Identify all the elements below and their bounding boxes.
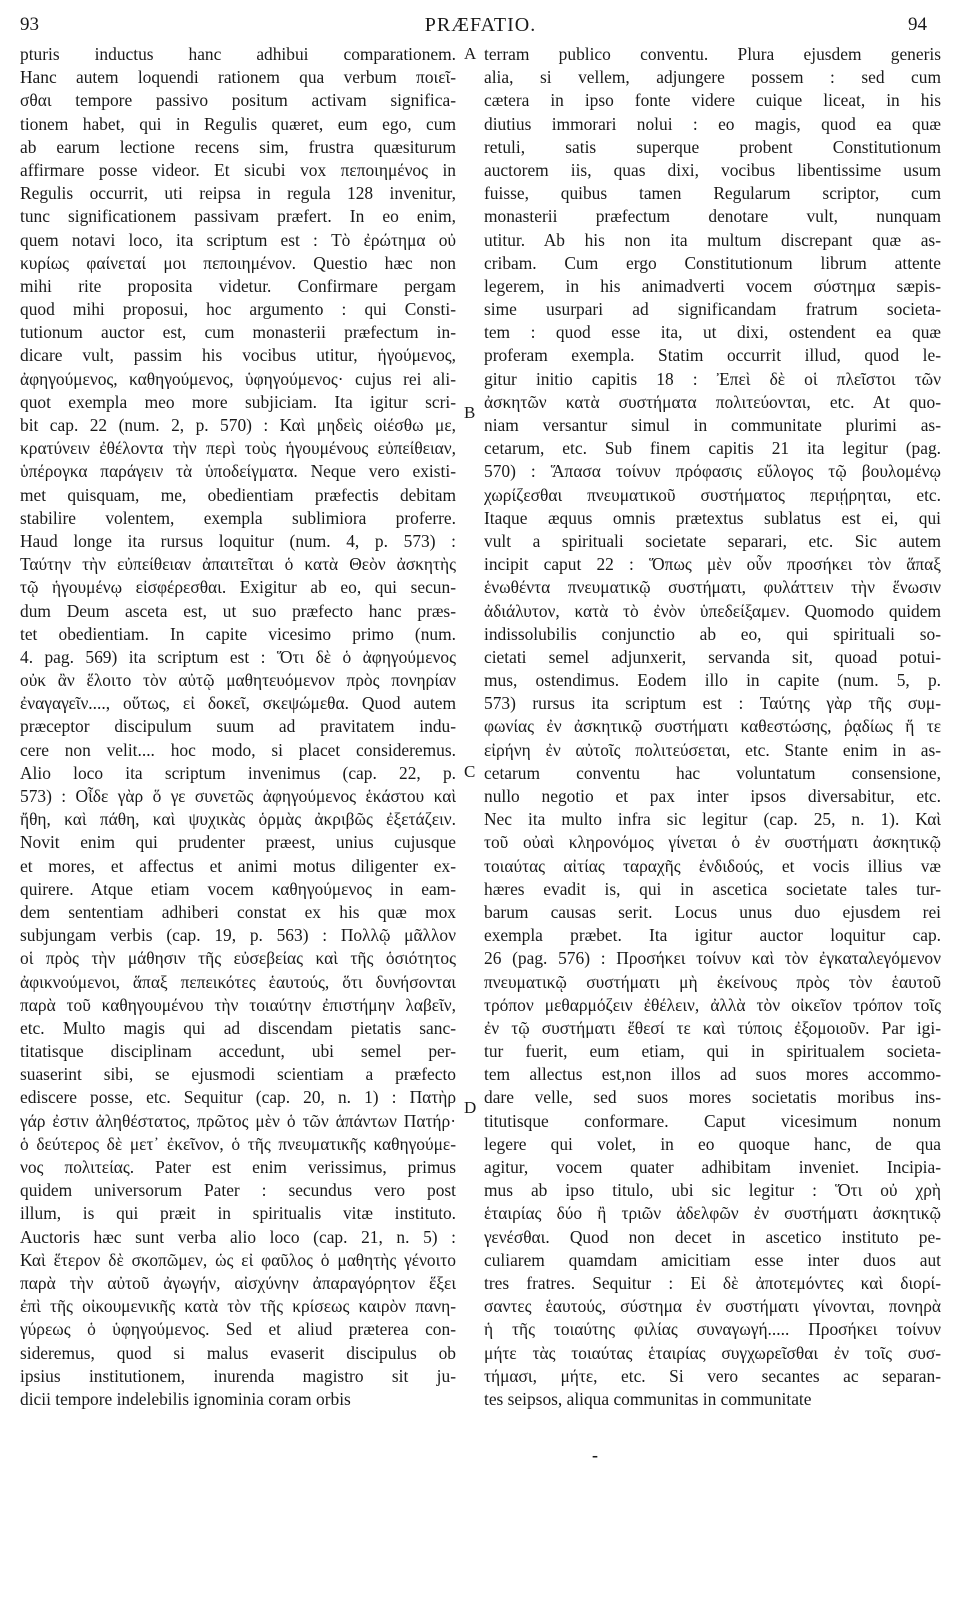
text-line: τρόπον μεθαρμόζειν ἐθέλειν, ἀλλὰ τὸν οἰκεῖον τρόπον τοῖς xyxy=(484,994,941,1015)
text-line: παρὰ τὴν αὐτοῦ ἀγωγήν, αἰσχύνην ἀπαραγόρητον ἕξει xyxy=(20,1272,456,1293)
text-line: gitur initio capitis 18 : Ἐπεὶ δὲ οἱ πλεῖστοι τῶν xyxy=(484,368,941,389)
text-line: mihi rite proposita videtur. Confirmare pergam xyxy=(20,275,456,296)
text-line: utitur. Ab his non ita multum discrepant quæ as- xyxy=(484,229,941,250)
text-line: cribam. Cum ergo Constitutionum librum attente xyxy=(484,252,941,273)
text-line: χωρίζεσθαι πνευματικοῦ συστήματος περιῄρηται, etc. xyxy=(484,484,941,505)
text-line: titutisque conformare. Caput vicesimum nonum xyxy=(484,1110,941,1131)
text-line: γάρ ἐστιν ἀληθέστατος, πρῶτος μὲν ὁ τῶν ἁπάντων Πατήρ· xyxy=(20,1110,456,1131)
text-line: tes seipsos, aliqua communitas in communitate xyxy=(484,1388,812,1409)
text-line: γενέσθαι. Quod non decet in ascetico instituto pe- xyxy=(484,1226,941,1247)
text-line: cetarum, etc. Sub finem capitis 21 ita legitur (pag. xyxy=(484,438,941,459)
text-line: cætera in ipso fonte videre cuique liceat, in his xyxy=(484,90,941,111)
text-line: tem allectus est,non illos ad suos mores accommo- xyxy=(484,1064,941,1085)
text-line: 26 (pag. 576) : Προσήκει τοίνυν καὶ τὸν ἐγκαταλεγόμενον xyxy=(484,948,941,969)
text-line: hæres evadit is, qui in ascetica societate tales tur- xyxy=(484,878,941,899)
text-line: cietati semel adjunxerit, servanda sit, quoad potui- xyxy=(484,646,941,667)
margin-marker-b: B xyxy=(464,403,476,422)
text-line: et mores, et affectus et animi motus diligenter ex- xyxy=(20,855,456,876)
text-line: ἐν τῷ συστήματι ἔθεσί τε καὶ τύποις ἐξομοιοῦν. Par igi- xyxy=(484,1017,941,1038)
text-line: pturis inductus hanc adhibui comparationem. xyxy=(20,44,456,64)
text-line: tur fuerit, eum etiam, qui in spiritualem societa- xyxy=(484,1041,941,1062)
text-line: γύρεως ὁ ὑφηγούμενος. Sed et aliud præterea con- xyxy=(20,1319,456,1340)
text-line: dum Deum asceta est, ut suo præfecto hanc præs- xyxy=(20,600,456,621)
page-number-left: 93 xyxy=(20,14,39,35)
text-line: met quisquam, me, obedientiam præfectis debitam xyxy=(20,484,456,505)
text-line: κυρίως φαίνεταί μοι πεποιημένον. Questio hæc non xyxy=(20,252,456,273)
text-line: auctorem iis, quas dixi, vocibus libentissime usum xyxy=(484,159,941,180)
text-line: dicii tempore indelebilis ignominia coram orbis xyxy=(20,1388,351,1409)
text-line: terram publico conventu. Plura ejusdem generis xyxy=(484,44,941,64)
right-text-column xyxy=(484,43,941,1411)
text-line: tutionum auctor est, cum monasterii præfectum in- xyxy=(20,322,456,343)
text-line: κρατύνειν ἐθέλοντα τὴν περὶ τοὺς ἡγουμένους εὐπείθειαν, xyxy=(20,438,456,459)
margin-marker-c: C xyxy=(464,762,476,781)
text-line: sideremus, quod si malus evaserit discipulus ob xyxy=(20,1342,456,1363)
text-line: 4. pag. 569) ita scriptum est : Ὅτι δὲ ὁ ἀφηγούμενος xyxy=(20,646,456,667)
text-line: subjungam verbis (cap. 19, p. 563) : Πολλῷ μᾶλλον xyxy=(20,925,456,946)
page-number-right: 94 xyxy=(908,14,927,35)
text-line: Ταύτην τὴν εὐπείθειαν ἀπαιτεῖται ὁ κατὰ Θεὸν ἀσκητὴς xyxy=(20,554,456,575)
text-line: quem notavi loco, ita scriptum est : Τὸ ἐρώτημα οὐ xyxy=(20,229,456,250)
text-line: ἀδιάλυτον, κατὰ τὸ ἐνὸν ὑπεδείξαμεν. Quomodo quidem xyxy=(484,600,941,621)
text-line: ab earum lectione recens sim, frustra quæsiturum xyxy=(20,136,456,157)
margin-marker-a: A xyxy=(464,44,477,63)
text-line: Καὶ ἕτερον δὲ σκοπῶμεν, ὡς εἰ φαῦλος ὁ μαθητὴς γένοιτο xyxy=(20,1249,456,1270)
page-title: PRÆFATIO. xyxy=(424,14,537,36)
margin-marker-d: D xyxy=(464,1098,477,1117)
text-line: Nec ita multo infra sic legitur (cap. 25, n. 1). Καὶ xyxy=(484,809,941,830)
text-line: tionem habet, qui in Regulis quæret, eum ego, cum xyxy=(20,113,456,134)
text-line: ἐπὶ τῆς οἰκουμενικῆς κατὰ τὸν τῆς κρίσεως καιρὸν πανη- xyxy=(20,1296,456,1317)
text-line: diutius immorari nolui : eo magis, quod ea quæ xyxy=(484,113,941,134)
text-line: suaserint sibi, se ejusmodi scientiam a præfecto xyxy=(20,1064,456,1085)
text-line: τῷ ἡγουμένῳ εἰσφέρεσθαι. Exigitur ab eo, qui secun- xyxy=(20,577,456,598)
text-line: etc. Multo magis qui ad discendam pietatis sanc- xyxy=(20,1017,456,1038)
text-line: cetarum conventu hac voluntatum consensione, xyxy=(484,762,941,783)
text-line: alia, si vellem, adjungere possem : sed cum xyxy=(484,67,941,88)
text-line: monasterii præfectum denotare vult, nunquam xyxy=(484,206,941,227)
text-line: Regulis occurrit, uti reipsa in regula 128 invenitur, xyxy=(20,183,456,204)
text-line: ἀσκητῶν κατὰ συστήματα πολιτεύονται, etc. At quo- xyxy=(484,391,941,412)
text-line: retuli, satis superque probent Constitutionum xyxy=(484,136,941,157)
text-line: bit cap. 22 (num. 2, p. 570) : Καὶ μηδεὶς οἰέσθω με, xyxy=(20,415,456,435)
text-line: sime usurpari ad significandam fratrum societa- xyxy=(484,299,941,320)
text-line: quirere. Atque etiam vocem καθηγούμενος in eam- xyxy=(20,878,456,899)
text-line: dare velle, sed suos mores societatis moribus ins- xyxy=(484,1087,941,1108)
text-line: ediscere posse, etc. Sequitur (cap. 20, n. 1) : Πατὴρ xyxy=(20,1087,456,1108)
text-line: præceptor discipulum suum ad pravitatem indu- xyxy=(20,716,456,737)
text-line: agitur, vocem quater adhibitam inveniet. Incipia- xyxy=(484,1157,941,1177)
left-text-column xyxy=(20,43,456,1411)
text-line: Haud longe ita rursus loquitur (num. 4, p. 573) : xyxy=(20,530,456,551)
text-line: ὑπέρογκα παράγειν τὰ ὑποδείγματα. Neque vero existi- xyxy=(20,461,456,482)
text-line: ἀφικνούμενοι, ἅπαξ πεπεικότες ἑαυτούς, ὅτι δυνήσονται xyxy=(20,971,456,992)
text-line: τοιαύτας αἰτίας ταραχῆς ἐνδιδούς, et vocis illius væ xyxy=(484,855,941,876)
footer-mark: - xyxy=(592,1445,598,1465)
text-line: proferam exempla. Statim occurrit illud, quod le- xyxy=(484,345,941,366)
text-line: Novit enim qui prudenter præest, unius cujusque xyxy=(20,832,456,853)
text-line: tet obedientiam. In capite vicesimo primo (num. xyxy=(20,623,456,644)
text-line: nullo negotio et pax inter ipsos diversabitur, etc. xyxy=(484,786,941,806)
text-line: ὁ δεύτερος δὲ μετ᾽ ἐκεῖνον, ὁ τῆς πνευματικῆς καθηγούμε- xyxy=(20,1133,456,1154)
text-line: σαντες ἑαυτούς, σύστημα ἐν συστήματι γίνονται, πονηρὰ xyxy=(484,1296,941,1317)
text-line: Auctoris hæc sunt verba alio loco (cap. 21, n. 5) : xyxy=(20,1226,456,1247)
text-line: φωνίας ἐν ἀσκητικῷ συστήματι καθεστώσης, ῥᾳδίως ἥ τε xyxy=(484,716,941,737)
text-line: παρὰ τοῦ καθηγουμένου τὴν τοιαύτην ἐπιστήμην λαβεῖν, xyxy=(20,994,456,1015)
text-line: affirmare posse videor. Et sicubi vox πεποιημένος in xyxy=(20,159,456,180)
text-line: ἤθη, καὶ πάθη, καὶ ψυχικὰς ὁρμὰς ἀκριβῶς ἐξετάζειν. xyxy=(20,809,456,830)
text-line: indissolubilis conjunctio ab eo, qui spirituali so- xyxy=(484,623,941,644)
text-line: τοῦ οὐαὶ κληρονόμος γίνεται ὁ ἐν συστήματι ἀσκητικῷ xyxy=(484,832,941,853)
text-line: titatisque disciplinam accedunt, ubi semel per- xyxy=(20,1041,456,1062)
text-line: dicare vult, passim his vocibus utitur, ἡγούμενος, xyxy=(20,345,456,366)
text-line: Hanc autem loquendi rationem qua verbum ποιεῖ- xyxy=(20,67,456,88)
text-line: μήτε τὰς τοιαύτας ἑταιρίας συγχωρεῖσθαι ἐν τοῖς συσ- xyxy=(484,1342,941,1363)
page-header xyxy=(0,0,961,40)
text-line: πνευματικῷ συστήματι μὴ ἐκείνους πρὸς τὸν ἑαυτοῦ xyxy=(484,971,941,992)
text-line: ἑνωθέντα πνευματικῷ συστήματι, φυλάττειν τὴν ἕνωσιν xyxy=(484,577,941,598)
text-line: 573) rursus ita scriptum est : Ταύτης γὰρ τῆς συμ- xyxy=(484,693,941,714)
text-line: mus ab ipso titulo, ubi sic legitur : Ὅτι οὐ χρὴ xyxy=(484,1180,941,1201)
text-line: tunc significationem passivam præfert. In eo enim, xyxy=(20,206,456,227)
text-line: incipit caput 22 : Ὅπως μὲν οὖν προσήκει τὸν ἅπαξ xyxy=(484,554,941,575)
text-line: mus, ostendimus. Eodem illo in capite (num. 5, p. xyxy=(484,670,941,691)
text-line: Itaque æquus omnis prætextus sublatus est ei, qui xyxy=(484,507,941,528)
text-line: 573) : Οἶδε γὰρ ὅ γε συνετῶς ἀφηγούμενος ἑκάστου καὶ xyxy=(20,786,456,806)
text-line: illum, is qui præit in spiritualis vitæ instituto. xyxy=(20,1203,456,1224)
text-line: quidem universorum Pater : secundus vero post xyxy=(20,1180,456,1201)
text-line: quod mihi proposui, hoc argumento : qui Consti- xyxy=(20,299,456,320)
text-line: ἡ τῆς τοιαύτης φιλίας συναγωγή..... Προσήκει τοίνυν xyxy=(484,1319,941,1340)
text-line: τήμασι, μήτε, etc. Si vero secantes ac separan- xyxy=(484,1365,941,1386)
text-line: barum causas serit. Locus unus duo ejusdem rei xyxy=(484,901,941,922)
text-line: tres fratres. Sequitur : Εἰ δὲ ἀποτεμόντες καὶ διορί- xyxy=(484,1272,941,1293)
text-line: niam versantur simul in communitate plurimi as- xyxy=(484,415,941,435)
text-line: εἰρήνη ἐν αὐτοῖς πολιτεύσεται, etc. Stante enim in as- xyxy=(484,739,941,760)
text-line: 570) : Ἅπασα τοίνυν πρόφασις εὔλογος τῷ βουλομένῳ xyxy=(484,461,941,482)
text-line: οἱ πρὸς τὴν μάθησιν τῆς εὐσεβείας καὶ τῆς ὁσιότητος xyxy=(20,948,456,969)
text-line: ipsius institutionem, inurenda magistro sit ju- xyxy=(20,1365,456,1386)
text-line: exempla præbet. Ita igitur auctor loquitur cap. xyxy=(484,925,941,946)
text-line: σθαι tempore passivo positum activam significa- xyxy=(20,90,456,111)
text-line: legerem, in his animadverti vocem σύστημα sæpis- xyxy=(484,275,941,296)
text-line: legere qui volet, in eo quoque hanc, de qua xyxy=(484,1133,941,1154)
text-line: ἐναγαγεῖν...., οὕτως, εἰ δοκεῖ, σκεψώμεθα. Quod autem xyxy=(20,693,456,714)
text-line: ἑταιρίας δύο ἢ τριῶν ἀδελφῶν ἐν συστήματι ἀσκητικῷ xyxy=(484,1203,941,1224)
text-line: vult a spirituali societate separari, etc. Sic autem xyxy=(484,530,941,551)
text-line: culiarem quamdam amicitiam esse inter duos aut xyxy=(484,1249,941,1270)
text-line: νος πολιτείας. Pater est enim verissimus, primus xyxy=(20,1157,456,1177)
text-line: οὐκ ἂν ἕλοιτο τὸν αὐτῷ μαθητευόμενον πρὸς πονηρίαν xyxy=(20,670,456,691)
text-line: dem sententiam adhiberi constat ex his quæ mox xyxy=(20,901,456,922)
text-line: cere non velit.... hoc modo, si placet consideremus. xyxy=(20,739,456,760)
text-line: ἀφηγούμενος, καθηγούμενος, ὑφηγούμενος· cujus rei ali- xyxy=(20,368,456,389)
text-line: quot exempla meo more subjiciam. Ita igitur scri- xyxy=(20,391,456,412)
text-line: tem : quod esse ita, ut dixi, ostendent ea quæ xyxy=(484,322,941,343)
text-line: stabilire volentem, exempla sublimiora proferre. xyxy=(20,507,456,528)
text-line: Alio loco ita scriptum invenimus (cap. 22, p. xyxy=(20,762,456,783)
text-line: fuisse, quibus tamen Regularum scriptor, cum xyxy=(484,183,941,204)
